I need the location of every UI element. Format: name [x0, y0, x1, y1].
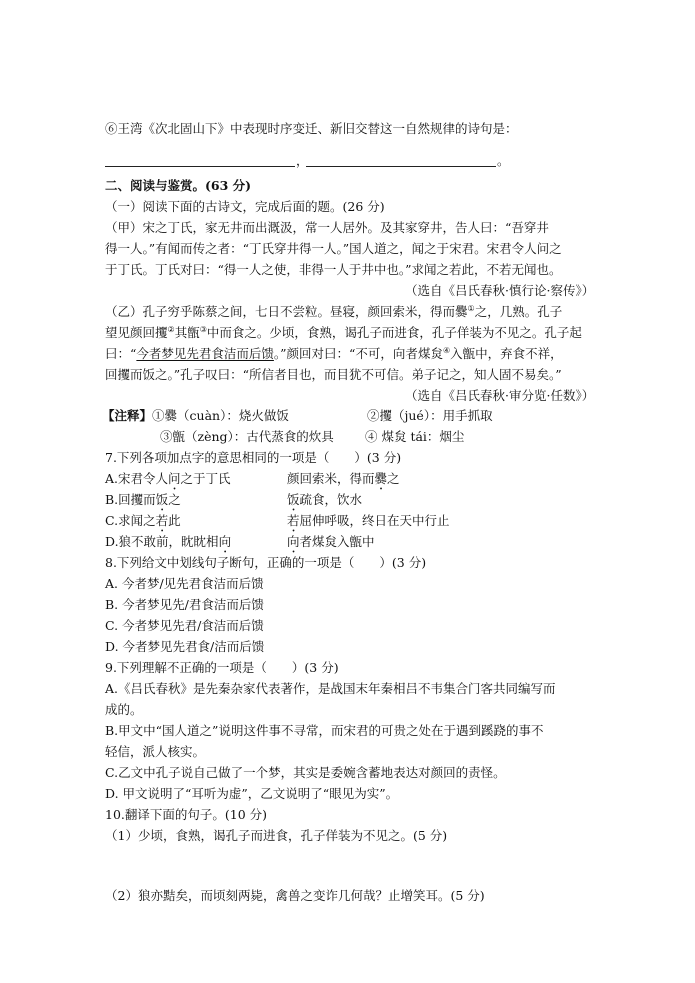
option-a[interactable]: A.《吕氏春秋》是先秦杂家代表著作，是战国末年秦相吕不韦集合门客共同编写而: [105, 681, 556, 696]
notes-label: 【注释】: [102, 408, 153, 423]
passage-b-line: [105, 346, 563, 362]
dotted-char: 饭: [155, 492, 169, 507]
option-d-left[interactable]: [105, 534, 231, 556]
option-a-left[interactable]: [105, 471, 231, 493]
dotted-char: 饭: [287, 492, 300, 507]
text-run: 之于丁氏: [180, 471, 231, 486]
translate-sentence-1: （1）少顷，食熟，谒孔子而进食，孔子佯装为不见之。(5 分): [105, 828, 448, 843]
text-run: 。”颜回对曰：“不可，向者煤炱: [273, 346, 443, 361]
note-item: ③甑（zèng）：古代蒸食的炊具: [160, 429, 334, 444]
blank-comma: ，: [296, 153, 309, 168]
option-a-continued: 成的。: [105, 702, 143, 717]
option-a[interactable]: A. 今者梦/见先君食洁而后馈: [105, 576, 264, 591]
dotted-char: 若: [287, 513, 300, 528]
answer-blank-1[interactable]: [105, 166, 295, 167]
underlined-sentence: 今者梦见先君食洁而后馈: [136, 346, 274, 361]
text-run: A.宋君令人: [105, 471, 169, 486]
text-run: 曰：“: [105, 346, 137, 361]
section-title: 二、阅读与鉴赏。(63 分): [105, 178, 252, 193]
passage-b-line: [105, 325, 582, 341]
text-run: 中而食之。少顷，食熟，谒孔子而进食，孔子佯装为不见之。孔子起: [206, 325, 582, 340]
dotted-char: 爨: [374, 471, 388, 486]
option-b-left[interactable]: [105, 492, 181, 514]
text-run: 望见颜回攫: [105, 325, 168, 340]
note-marker: ④: [442, 345, 451, 355]
text-run: 颜回索米，得而: [287, 471, 375, 486]
option-c[interactable]: C. 今者梦见先君/食洁而后馈: [105, 618, 264, 633]
dotted-char: 向: [218, 534, 232, 549]
passage-b-line: 回攫而饭之。”孔子叹曰：“所信者目也，而目犹不可信。弟子记之，知人固不易矣。”: [105, 367, 562, 382]
option-d[interactable]: D. 今者梦见先君食/洁而后馈: [105, 639, 265, 654]
note-item: ④ 煤炱 tái：烟尘: [365, 429, 465, 444]
text-run: 之: [387, 471, 400, 486]
text-run: B.回攫而: [105, 492, 156, 507]
dotted-char: 向: [287, 534, 300, 549]
text-run: D.狼不敢前，眈眈相: [105, 534, 219, 549]
option-c-left[interactable]: [105, 513, 181, 535]
option-a-right: [287, 471, 400, 493]
dotted-char: 若: [155, 513, 169, 528]
text-run: 疏食，饮水: [299, 492, 363, 507]
question-8-stem: 8.下列给文中划线句子断句，正确的一项是（ ）(3 分): [105, 555, 427, 570]
option-b[interactable]: B.甲文中“国人道之”说明这件事不寻常，而宋君的可贵之处在于遇到蹊跷的事不: [105, 723, 544, 738]
dotted-char: 问: [168, 471, 181, 486]
option-d-right: [287, 534, 375, 556]
text-run: 屈伸呼吸，终日在天中行止: [299, 513, 450, 528]
answer-blank-2[interactable]: [306, 166, 496, 167]
notes-row-1: [102, 408, 289, 424]
text-run: C.求闻之: [105, 513, 156, 528]
question-7-stem: 7.下列各项加点字的意思相同的一项是（ ）(3 分): [105, 450, 402, 465]
note-item: ②攫（jué）：用手抓取: [367, 408, 493, 423]
question-10-stem: 10.翻译下面的句子。(10 分): [105, 807, 268, 822]
option-c[interactable]: C.乙文中孔子说自己做了一个梦，其实是委婉含蓄地表达对颜回的责怪。: [105, 765, 506, 780]
text-run: 之，几熟。孔子: [474, 304, 563, 319]
note-marker: ③: [199, 324, 207, 334]
fill-question: [105, 121, 518, 137]
question-9-stem: 9.下列理解不正确的一项是（ ）(3 分): [105, 660, 339, 675]
passage-b-line: [105, 304, 562, 320]
text-run: 之: [168, 492, 181, 507]
passage-b-source: （选自《吕氏春秋·审分览·任数》）: [405, 388, 595, 403]
text-run: 其甑: [174, 325, 200, 340]
note-marker: ②: [167, 324, 175, 334]
note-item: ①爨（cuàn）：烧火做饭: [152, 408, 289, 423]
passage-a-line: 于丁氏。丁氏对曰：“得一人之使，非得一人于井中也。”求闻之若此，不若无闻也。: [105, 262, 562, 277]
text-run: 此: [168, 513, 181, 528]
question-text: 王湾《次北固山下》中表现时序变迁、新旧交替这一自然规律的诗句是：: [117, 121, 518, 136]
option-c-right: [287, 513, 450, 535]
translate-sentence-2: （2）狼亦黠矣，而顷刻两毙，禽兽之变诈几何哉？止增笑耳。(5 分): [105, 888, 485, 903]
note-marker: ①: [467, 303, 475, 313]
question-number: ⑥: [105, 121, 118, 136]
text-run: 者煤炱入甑中: [299, 534, 375, 549]
text-run: 入甑中，弃食不祥，: [450, 346, 563, 361]
option-b-right: [287, 492, 362, 514]
passage-a-line: （甲）宋之丁氏，家无井而出溉汲，常一人居外。及其家穿井，告人曰：“吾穿井: [105, 220, 549, 235]
text-run: （乙）孔子穷乎陈蔡之间，七日不尝粒。昼寝，颜回索米，得而爨: [105, 304, 468, 319]
part-intro: （一）阅读下面的古诗文，完成后面的题。(26 分): [105, 199, 385, 214]
passage-a-source: （选自《吕氏春秋·慎行论·察传》）: [405, 283, 595, 298]
option-b-continued: 轻信，派人核实。: [105, 744, 206, 759]
option-d[interactable]: D. 甲文说明了“耳听为虚”，乙文说明了“眼见为实”。: [105, 786, 399, 801]
option-b[interactable]: B. 今者梦见先/君食洁而后馈: [105, 597, 264, 612]
blank-period: 。: [497, 153, 510, 168]
passage-a-line: 得一人。”有闻而传之者：“丁氏穿井得一人。”国人道之，闻之于宋君。宋君令人问之: [105, 241, 562, 256]
